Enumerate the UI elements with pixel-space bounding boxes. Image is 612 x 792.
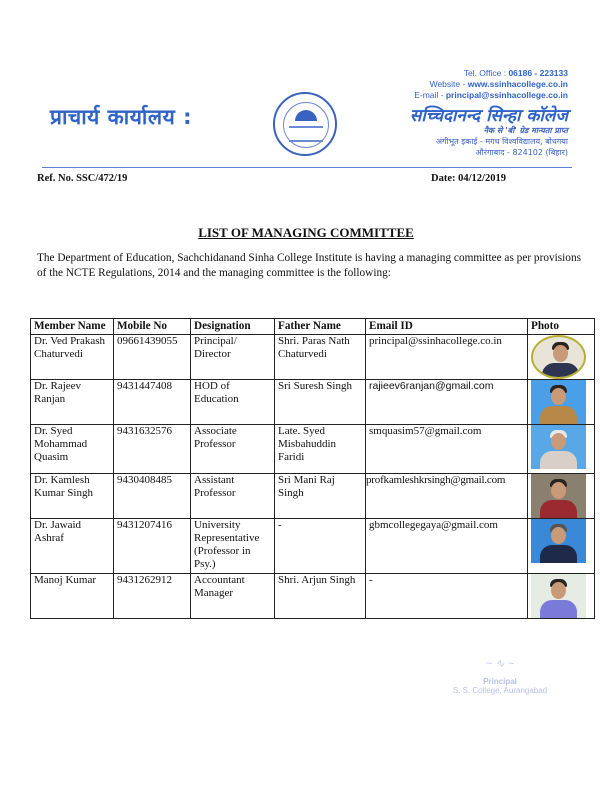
contact-block — [414, 68, 568, 101]
committee-table — [30, 318, 595, 619]
photo-face — [551, 527, 566, 544]
mobile-no: 9430408485 — [114, 474, 191, 519]
father-name: Sri Suresh Singh — [275, 380, 366, 425]
table-row — [31, 519, 595, 574]
document-title: LIST OF MANAGING COMMITTEE — [198, 225, 414, 240]
reference-number: Ref. No. SSC/472/19 — [37, 173, 128, 184]
photo-cell — [528, 335, 595, 380]
college-name: सच्चिदानन्द सिन्हा कॉलेज — [409, 106, 568, 126]
header-designation: Designation — [191, 319, 275, 335]
signature-sub: S. S. College, Aurangabad — [452, 686, 548, 695]
naac-accreditation: नैक से 'बी' ग्रेड मान्यता प्राप्त — [483, 126, 568, 135]
member-name: Dr. Rajeev Ranjan — [31, 380, 114, 425]
mobile-no: 9431262912 — [114, 574, 191, 619]
header-member-name: Member Name — [31, 319, 114, 335]
email-id: rajieev6ranjan@gmail.com — [366, 380, 528, 425]
signature-label: Principal — [483, 677, 517, 686]
header-photo: Photo — [528, 319, 595, 335]
email-id: - — [366, 574, 528, 619]
member-name: Manoj Kumar — [31, 574, 114, 619]
letterhead-divider — [42, 167, 572, 168]
designation: HOD of Education — [191, 380, 275, 425]
table-row — [31, 574, 595, 619]
father-name: Shri. Paras Nath Chaturvedi — [275, 335, 366, 380]
photo-body — [540, 600, 577, 618]
email-line — [414, 90, 568, 101]
designation: Assistant Professor — [191, 474, 275, 519]
mobile-no: 9431447408 — [114, 380, 191, 425]
photo-cell — [528, 574, 595, 619]
email-id: gbmcollegegaya@gmail.com — [366, 519, 528, 574]
affiliation: अंगीभूत इकाई - मगध विश्वविद्यालय, बोधगया — [435, 137, 568, 146]
photo-cell — [528, 474, 595, 519]
signature-scribble: ~ ∿ ~ — [485, 658, 515, 670]
table-row — [31, 474, 595, 519]
designation: Associate Professor — [191, 425, 275, 474]
header-email-id: Email ID — [366, 319, 528, 335]
header-father-name: Father Name — [275, 319, 366, 335]
email-id: profkamleshkrsingh@gmail.com — [366, 474, 528, 519]
photo-cell — [528, 519, 595, 574]
table-row — [31, 335, 595, 380]
member-photo — [531, 335, 586, 379]
father-name: Late. Syed Misbahuddin Faridi — [275, 425, 366, 474]
photo-face — [551, 482, 566, 499]
seal-waves-icon — [289, 126, 323, 142]
designation: Principal/ Director — [191, 335, 275, 380]
tel-value: 06186 - 223133 — [508, 68, 568, 78]
photo-body — [542, 363, 579, 379]
photo-body — [540, 545, 577, 563]
photo-cell — [528, 380, 595, 425]
photo-body — [540, 500, 577, 518]
college-seal-logo — [273, 92, 337, 156]
photo-face — [551, 582, 566, 599]
email-id: principal@ssinhacollege.co.in — [366, 335, 528, 380]
photo-body — [540, 406, 577, 424]
member-photo — [531, 474, 586, 518]
designation: University Representative (Professor in Psy.) — [191, 519, 275, 574]
principal-signature-stamp — [405, 660, 595, 705]
tel-line — [414, 68, 568, 79]
email-link[interactable]: principal@ssinhacollege.co.in — [445, 90, 568, 100]
photo-face — [553, 345, 568, 362]
website-link[interactable]: www.ssinhacollege.co.in — [467, 79, 568, 89]
college-subtitle-block — [436, 125, 568, 158]
photo-cell — [528, 425, 595, 474]
mobile-no: 9431207416 — [114, 519, 191, 574]
member-name: Dr. Syed Mohammad Quasim — [31, 425, 114, 474]
table-row — [31, 425, 595, 474]
website-label: Website - — [429, 79, 466, 89]
table-header-row — [31, 319, 595, 335]
photo-body — [540, 451, 577, 469]
father-name: Shri. Arjun Singh — [275, 574, 366, 619]
table-row — [31, 380, 595, 425]
photo-face — [551, 433, 566, 450]
designation: Accountant Manager — [191, 574, 275, 619]
document-date: Date: 04/12/2019 — [431, 173, 506, 184]
member-name: Dr. Ved Prakash Chaturvedi — [31, 335, 114, 380]
photo-face — [551, 388, 566, 405]
header-mobile-no: Mobile No — [114, 319, 191, 335]
member-photo — [531, 519, 586, 563]
email-id: smquasim57@gmail.com — [366, 425, 528, 474]
member-name: Dr. Jawaid Ashraf — [31, 519, 114, 574]
father-name: - — [275, 519, 366, 574]
father-name: Sri Mani Raj Singh — [275, 474, 366, 519]
member-name: Dr. Kamlesh Kumar Singh — [31, 474, 114, 519]
tel-label: Tel. Office : — [463, 68, 507, 78]
intro-paragraph: The Department of Education, Sachchidanand Sinha College Institute is having a managing committee as per provisions of the NCTE Regulations, 2014 and the managing committee is the following: — [37, 252, 581, 279]
office-title: प्राचार्य कार्यालय : — [50, 105, 192, 129]
member-photo — [531, 380, 586, 424]
address: औरंगाबाद - 824102 (बिहार) — [475, 148, 568, 157]
mobile-no: 09661439055 — [114, 335, 191, 380]
member-photo — [531, 574, 586, 618]
website-line — [414, 79, 568, 90]
email-label: E-mail - — [414, 90, 444, 100]
mobile-no: 9431632576 — [114, 425, 191, 474]
member-photo — [531, 425, 586, 469]
